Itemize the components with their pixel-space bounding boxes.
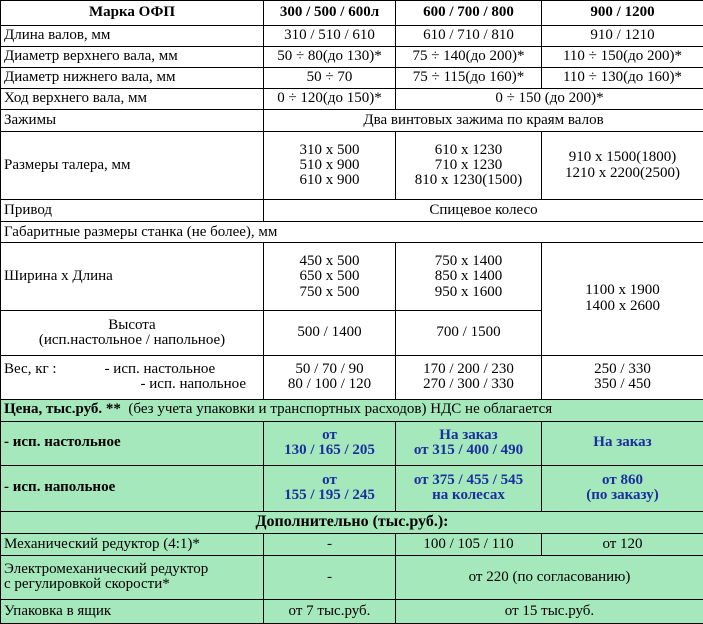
table-row-electromechanical-reducer (1, 555, 703, 599)
cell-price-desktop-col2 (396, 421, 542, 465)
wl-col1-line3: 750 x 500 (299, 283, 360, 300)
wl-col2-line1: 750 x 1400 (434, 252, 503, 269)
weight-label-line2: - исп. напольное (140, 376, 246, 393)
cell-lower-shaft-diameter-col2: 75 ÷ 115(до 160)* (396, 68, 542, 89)
cell-price-floor-col2 (396, 465, 542, 511)
weight-col2-line2: 270 / 300 / 330 (423, 376, 514, 393)
row-label-packing: Упаковка в ящик (1, 599, 264, 623)
cell-taler-size-col3 (542, 132, 703, 200)
table-row-clamps (1, 110, 703, 132)
taler-col1-line2: 510 x 900 (299, 157, 360, 174)
row-label-lower-shaft-diameter: Диаметр нижнего вала, мм (1, 68, 264, 89)
cell-lower-shaft-diameter-col3: 110 ÷ 130(до 160)* (542, 68, 703, 89)
electro-label-line2: с регулировкой скорости* (4, 576, 170, 593)
table-row-width-length (1, 243, 703, 311)
wl-col1-line1: 450 x 500 (299, 252, 360, 269)
row-label-shaft-length: Длина валов, мм (1, 26, 264, 47)
table-row-mechanical-reducer (1, 533, 703, 555)
table-row-overall-dimensions-header (1, 222, 703, 243)
wl-col3-line2: 1400 x 2600 (585, 297, 660, 314)
row-label-taler-size: Размеры талера, мм (1, 132, 264, 200)
wl-col1-line2: 650 x 500 (299, 268, 360, 285)
taler-col1-line3: 610 x 900 (299, 172, 360, 189)
price-floor-col2-line1: от 375 / 455 / 545 (413, 471, 524, 488)
row-label-price-header (1, 399, 703, 421)
wl-col2-line3: 950 x 1600 (434, 283, 503, 300)
price-floor-col1-line2: 155 / 195 / 245 (284, 487, 375, 504)
taler-col1-line1: 310 x 500 (299, 141, 360, 158)
cell-shaft-length-col1: 310 / 510 / 610 (264, 26, 396, 47)
cell-mechanical-reducer-col2: 100 / 105 / 110 (396, 533, 542, 555)
row-label-upper-shaft-diameter: Диаметр верхнего вала, мм (1, 47, 264, 68)
weight-col3-line2: 350 / 450 (594, 376, 651, 393)
table-row-price-desktop (1, 421, 703, 465)
cell-lower-shaft-diameter-col1: 50 ÷ 70 (264, 68, 396, 89)
cell-weight-col1 (264, 355, 396, 399)
row-label-overall-dimensions: Габаритные размеры станка (не более), мм (1, 222, 703, 243)
cell-upper-shaft-travel-col1: 0 ÷ 120(до 150)* (264, 89, 396, 110)
header-cell-brand: Марка ОФП (1, 1, 264, 26)
taler-col2-line1: 610 x 1230 (434, 141, 503, 158)
taler-col3-line2: 1210 x 2200(2500) (565, 164, 680, 181)
row-label-weight (1, 355, 264, 399)
height-label-line1: Высота (108, 316, 156, 333)
weight-col2-line1: 170 / 200 / 230 (423, 360, 514, 377)
cell-drive-value: Спицевое колесо (264, 200, 703, 222)
weight-label-line1 (4, 362, 260, 377)
wl-col2-line2: 850 x 1400 (434, 268, 503, 285)
cell-upper-shaft-diameter-col1: 50 ÷ 80(до 130)* (264, 47, 396, 68)
taler-col2-line3: 810 x 1230(1500) (414, 172, 523, 189)
cell-width-length-col1 (264, 243, 396, 311)
row-label-width-length: Ширина x Длина (1, 243, 264, 311)
cell-electromechanical-reducer-col1: - (264, 555, 396, 599)
table-row-drive (1, 200, 703, 222)
cell-price-floor-col3 (542, 465, 703, 511)
table-row-weight (1, 355, 703, 399)
wl-col3-line1: 1100 x 1900 (585, 282, 660, 299)
cell-weight-col2 (396, 355, 542, 399)
table-row-taler-size (1, 132, 703, 200)
row-label-price-floor: - исп. напольное (1, 465, 264, 511)
price-desktop-col2-line2: от 315 / 400 / 490 (413, 442, 524, 459)
row-label-mechanical-reducer: Механический редуктор (4:1)* (1, 533, 264, 555)
table-row-shaft-length (1, 26, 703, 47)
cell-width-length-col3 (542, 243, 703, 355)
weight-label-desktop: - исп. настольное (104, 360, 216, 377)
row-label-drive: Привод (1, 200, 264, 222)
cell-width-length-col2 (396, 243, 542, 311)
cell-price-desktop-col3 (542, 421, 703, 465)
table-header-row (1, 1, 703, 26)
cell-height-col1: 500 / 1400 (264, 311, 396, 355)
row-label-clamps: Зажимы (1, 110, 264, 132)
cell-height-col2: 700 / 1500 (396, 311, 542, 355)
cell-packing-col1: от 7 тыс.руб. (264, 599, 396, 623)
electro-label-line1: Электромеханический редуктор (4, 560, 209, 577)
price-floor-col3-line2: (по заказу) (586, 487, 659, 504)
cell-shaft-length-col2: 610 / 710 / 810 (396, 26, 542, 47)
header-cell-col1: 300 / 500 / 600л (264, 1, 396, 26)
price-floor-col1-line1: от (322, 471, 337, 488)
price-header-rest: (без учета упаковки и транспортных расходов) НДС не облагается (128, 401, 553, 418)
cell-packing-col23: от 15 тыс.руб. (396, 599, 703, 623)
row-label-price-desktop: - исп. настольное (1, 421, 264, 465)
price-floor-col2-line2: на колесах (432, 487, 505, 504)
weight-col1-line1: 50 / 70 / 90 (295, 360, 364, 377)
price-desktop-col1-line1: от (322, 426, 337, 443)
cell-price-floor-col1 (264, 465, 396, 511)
taler-col2-line2: 710 x 1230 (434, 157, 503, 174)
price-desktop-col2-line1: На заказ (439, 426, 498, 443)
weight-col3-line1: 250 / 330 (594, 360, 651, 377)
row-label-electromechanical-reducer (1, 555, 264, 599)
height-label-line2: (исп.настольное / напольное) (38, 331, 226, 348)
cell-upper-shaft-diameter-col2: 75 ÷ 140(до 200)* (396, 47, 542, 68)
price-header-bold: Цена, тыс.руб. ** (4, 401, 121, 418)
price-desktop-col1-line2: 130 / 165 / 205 (284, 442, 375, 459)
cell-taler-size-col2 (396, 132, 542, 200)
cell-electromechanical-reducer-col23: от 220 (по согласованию) (396, 555, 703, 599)
cell-mechanical-reducer-col1: - (264, 533, 396, 555)
row-label-upper-shaft-travel: Ход верхнего вала, мм (1, 89, 264, 110)
header-cell-col2: 600 / 700 / 800 (396, 1, 542, 26)
weight-label-prefix: Вес, кг : (4, 360, 57, 377)
row-label-additional-header: Дополнительно (тыс.руб.): (1, 511, 703, 533)
cell-upper-shaft-diameter-col3: 110 ÷ 150(до 200)* (542, 47, 703, 68)
cell-taler-size-col1 (264, 132, 396, 200)
table-row-packing (1, 599, 703, 623)
table-row-price-header (1, 399, 703, 421)
cell-shaft-length-col3: 910 / 1210 (542, 26, 703, 47)
price-floor-col3-line1: от 860 (602, 471, 643, 488)
table-row-upper-shaft-diameter (1, 47, 703, 68)
price-desktop-col3-text: На заказ (593, 434, 652, 451)
cell-price-desktop-col1 (264, 421, 396, 465)
cell-mechanical-reducer-col3: от 120 (542, 533, 703, 555)
table-row-upper-shaft-travel (1, 89, 703, 110)
header-cell-col3: 900 / 1200 (542, 1, 703, 26)
table-row-price-floor (1, 465, 703, 511)
cell-upper-shaft-travel-col23: 0 ÷ 150 (до 200)* (396, 89, 703, 110)
table-row-lower-shaft-diameter (1, 68, 703, 89)
taler-col3-line1: 910 x 1500(1800) (568, 149, 677, 166)
table-row-additional-header (1, 511, 703, 533)
row-label-height (1, 311, 264, 355)
weight-col1-line2: 80 / 100 / 120 (287, 376, 372, 393)
cell-clamps-value: Два винтовых зажима по краям валов (264, 110, 703, 132)
cell-weight-col3 (542, 355, 703, 399)
